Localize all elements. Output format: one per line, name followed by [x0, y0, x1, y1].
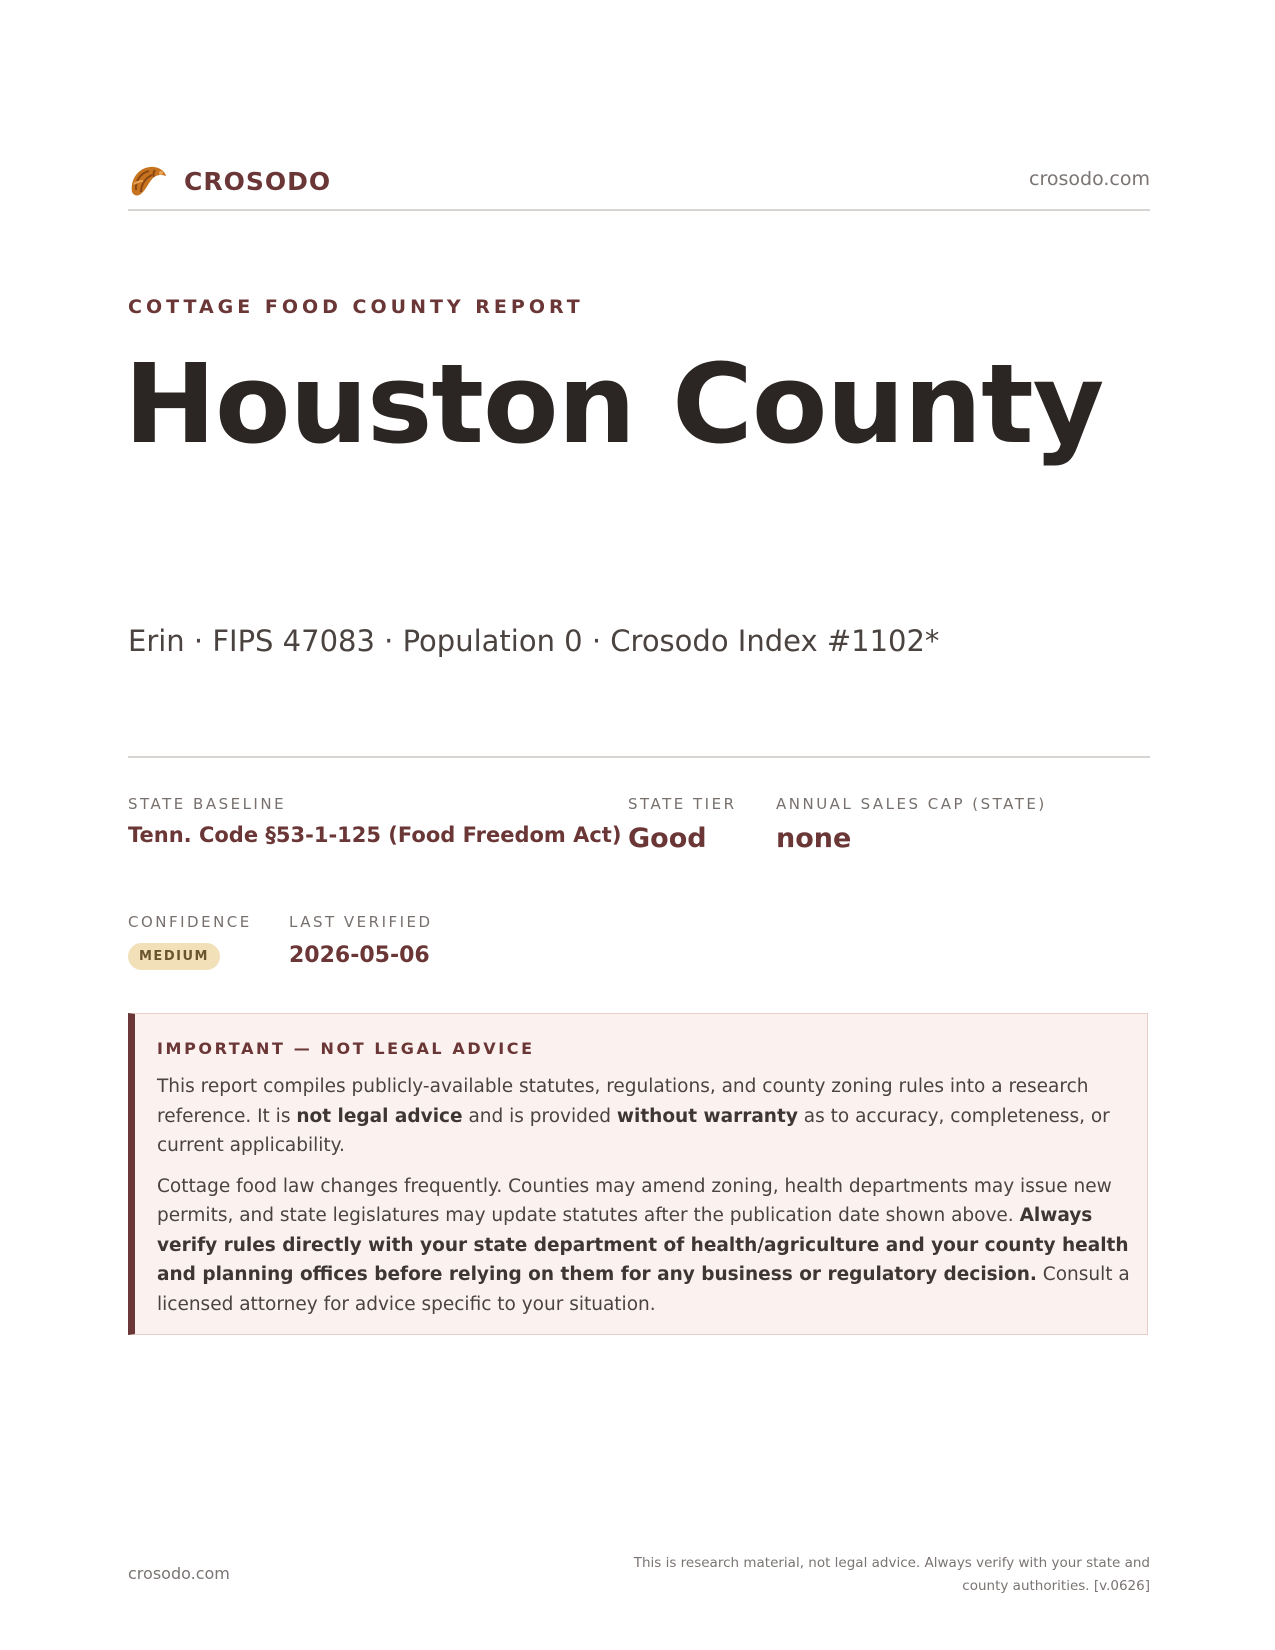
fact-label: ANNUAL SALES CAP (STATE)	[776, 795, 1047, 813]
header-divider	[128, 209, 1150, 211]
fact-last-verified	[289, 913, 433, 968]
notice-text: This report compiles publicly-available statutes, regulations, and county zoning rules into a research reference. It is	[157, 1076, 1089, 1127]
fact-label: STATE TIER	[628, 795, 737, 813]
footer-site-link[interactable]: crosodo.com	[128, 1564, 230, 1583]
section-divider	[128, 756, 1150, 758]
fact-state-baseline	[128, 795, 621, 847]
fact-value: 2026-05-06	[289, 943, 430, 968]
report-page	[124, 0, 1150, 1650]
brand-name: CROSODO	[184, 166, 332, 196]
header-site-link[interactable]: crosodo.com	[1029, 168, 1150, 190]
fact-sales-cap	[776, 795, 1047, 854]
notice-text: as to accuracy, completeness, or current applicability.	[157, 1105, 1110, 1156]
page-title: Houston County	[124, 340, 1104, 468]
footer-disclaimer: This is research material, not legal advice. Always verify with your state and county authorities. [v.0626]	[633, 1555, 1150, 1594]
confidence-badge: MEDIUM	[128, 943, 220, 970]
notice-emphasis: without warranty	[616, 1105, 798, 1127]
notice-text: Cottage food law changes frequently. Counties may amend zoning, health departments may issue new permits, and state legislatures may update statutes after the publication date shown above.	[157, 1175, 1112, 1226]
fact-value: Good	[628, 823, 707, 854]
notice-paragraph	[157, 1072, 1132, 1161]
page-header	[128, 158, 1150, 204]
county-summary-line: Erin · FIPS 47083 · Population 0 · Crosodo Index #1102*	[128, 624, 940, 658]
notice-body	[157, 1072, 1132, 1330]
fact-label: STATE BASELINE	[128, 795, 287, 813]
notice-emphasis: not legal advice	[296, 1105, 463, 1127]
fact-value: Tenn. Code §53-1-125 (Food Freedom Act)	[128, 823, 622, 847]
notice-text: and is provided	[462, 1105, 617, 1127]
fact-label: LAST VERIFIED	[289, 913, 433, 931]
report-eyebrow: COTTAGE FOOD COUNTY REPORT	[128, 296, 584, 318]
fact-value: none	[776, 823, 852, 854]
brand[interactable]	[128, 162, 331, 200]
croissant-icon	[128, 162, 168, 200]
notice-emphasis: Always verify rules directly with your state department of health/agriculture and your county health and planning offices before relying on them for any business or regulatory decision.	[157, 1205, 1129, 1285]
fact-label: CONFIDENCE	[128, 913, 252, 931]
legal-notice	[128, 1013, 1148, 1335]
notice-paragraph	[157, 1172, 1132, 1320]
fact-state-tier	[628, 795, 737, 854]
fact-confidence	[128, 913, 252, 970]
notice-text: Consult a licensed attorney for advice specific to your situation.	[157, 1264, 1130, 1315]
notice-title: IMPORTANT — NOT LEGAL ADVICE	[157, 1039, 535, 1058]
